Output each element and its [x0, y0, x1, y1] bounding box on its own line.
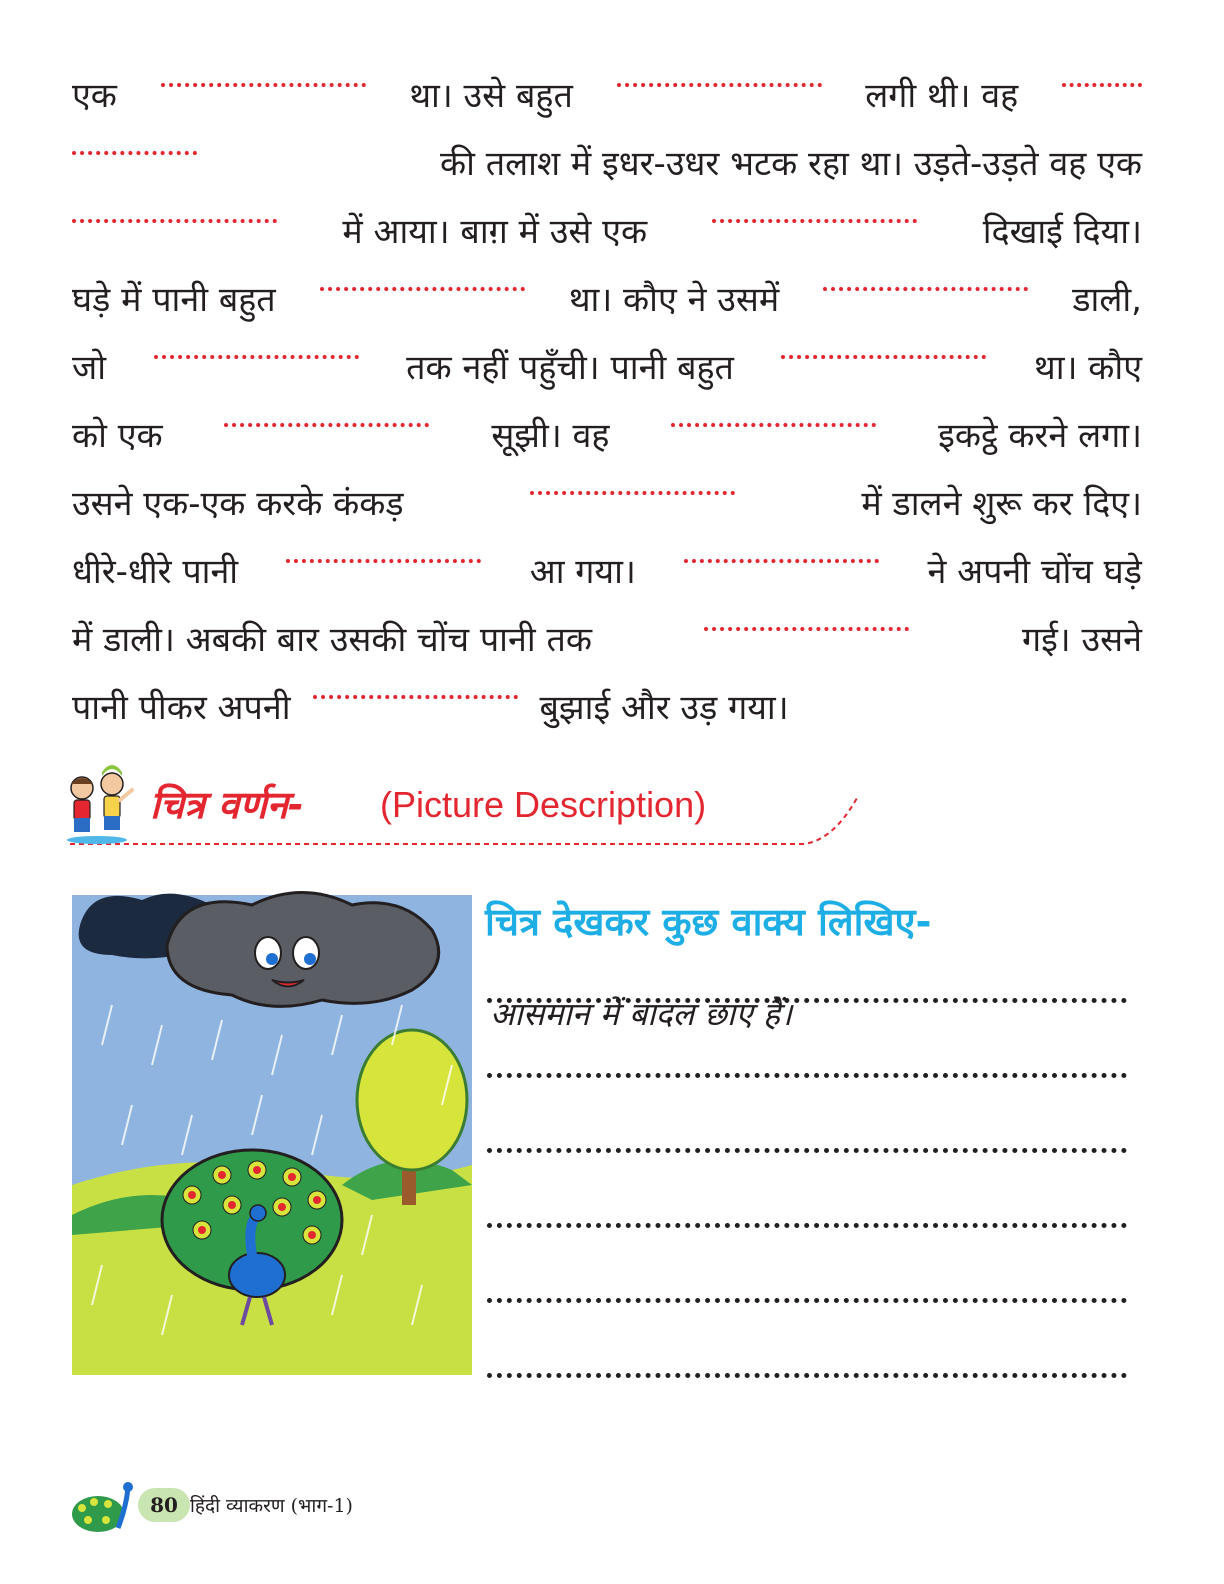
passage-text: में डाली। अबकी बार उसकी चोंच पानी तक — [72, 620, 592, 660]
passage-line — [72, 536, 1142, 604]
writing-line[interactable] — [487, 1223, 1127, 1228]
fill-blank[interactable] — [671, 413, 876, 427]
passage-text: आ गया। — [529, 552, 636, 592]
passage-text: गई। उसने — [1021, 620, 1142, 660]
passage-line — [72, 60, 1142, 128]
passage-text: को एक — [72, 416, 163, 456]
fill-blank[interactable] — [72, 141, 197, 155]
passage-text: एक — [72, 76, 117, 116]
passage-line — [72, 196, 1142, 264]
fill-blank[interactable] — [286, 549, 481, 563]
passage-text: में डालने शुरू कर दिए। — [861, 484, 1142, 524]
example-answer: आसमान में बादल छाए हैं। — [490, 995, 793, 1033]
section-title-english: (Picture Description) — [380, 784, 707, 825]
passage-line — [72, 128, 1142, 196]
passage-text: उसने एक-एक करके कंकड़ — [72, 484, 404, 524]
passage-text: पानी पीकर अपनी — [72, 688, 291, 728]
passage-text: में आया। बाग़ में उसे एक — [342, 212, 648, 252]
writing-line[interactable] — [487, 1298, 1127, 1303]
passage-line — [72, 468, 1142, 536]
fill-blank[interactable] — [823, 277, 1028, 291]
passage-text: सूझी। वह — [491, 416, 610, 456]
story-passage — [72, 60, 1142, 740]
passage-line — [72, 604, 1142, 672]
passage-text: जो — [72, 348, 107, 388]
section-title-hindi: चित्र वर्णन- — [150, 783, 304, 827]
fill-blank[interactable] — [224, 413, 429, 427]
passage-text: तक नहीं पहुँची। पानी बहुत — [406, 348, 734, 388]
peacock-rain-picture — [72, 885, 472, 1375]
passage-line — [72, 400, 1142, 468]
section-heading — [62, 760, 862, 850]
fill-blank[interactable] — [154, 345, 359, 359]
passage-text: घड़े में पानी बहुत — [72, 280, 276, 320]
fill-blank[interactable] — [704, 617, 909, 631]
writing-line[interactable] — [487, 1373, 1127, 1378]
book-title: हिंदी व्याकरण (भाग-1) — [190, 1495, 353, 1517]
fill-blank[interactable] — [161, 73, 366, 87]
passage-text: धीरे-धीरे पानी — [72, 552, 239, 592]
passage-line — [72, 672, 1142, 740]
peacock-icon — [70, 1478, 140, 1538]
kids-illustration — [62, 760, 137, 845]
passage-text: था। कौए — [1034, 348, 1142, 388]
passage-text: डाली, — [1072, 280, 1142, 320]
fill-blank[interactable] — [1062, 73, 1142, 87]
fill-blank[interactable] — [72, 209, 277, 223]
passage-text: इकट्ठे करने लगा। — [938, 416, 1142, 456]
page-footer — [70, 1478, 470, 1538]
writing-line[interactable] — [487, 998, 1127, 1003]
passage-text: ने अपनी चोंच घड़े — [927, 552, 1142, 592]
writing-line[interactable] — [487, 1148, 1127, 1153]
fill-blank[interactable] — [781, 345, 986, 359]
fill-blank[interactable] — [530, 481, 735, 495]
passage-line — [72, 264, 1142, 332]
fill-blank[interactable] — [712, 209, 917, 223]
passage-text: था। कौए ने उसमें — [568, 280, 780, 320]
passage-text: बुझाई और उड़ गया। — [539, 688, 789, 728]
passage-text: था। उसे बहुत — [409, 76, 573, 116]
writing-line[interactable] — [487, 1073, 1127, 1078]
fill-blank[interactable] — [617, 73, 822, 87]
fill-blank[interactable] — [684, 549, 879, 563]
passage-line — [72, 332, 1142, 400]
fill-blank[interactable] — [320, 277, 525, 291]
exercise-prompt: चित्र देखकर कुछ वाक्य लिखिए- — [485, 900, 932, 944]
passage-text: की तलाश में इधर-उधर भटक रहा था। उड़ते-उड़ते वह एक — [440, 144, 1142, 184]
passage-text: दिखाई दिया। — [982, 212, 1142, 252]
passage-text: लगी थी। वह — [865, 76, 1019, 116]
page-number: 80 — [138, 1488, 190, 1522]
fill-blank[interactable] — [313, 685, 518, 699]
